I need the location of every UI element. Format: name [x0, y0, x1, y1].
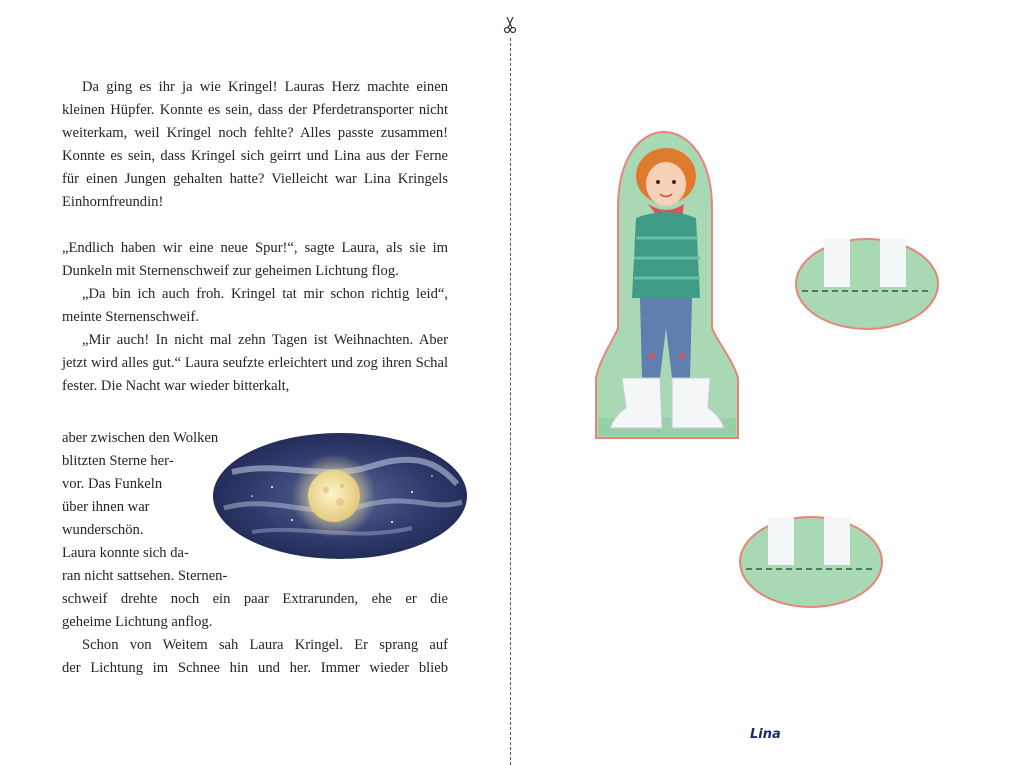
story-paragraph-1 [62, 76, 448, 214]
paragraph-text: Da ging es ihr ja wie Kringel! Lauras Herz machte einen kleinen Hüpfer. Konnte es sein, dass der Pferdetransporter nicht weiterkam, weil Kringel noch fehlte? Alles passte zusammen! Konnte es sein, dass Kringel sich geirrt und Lina aus der Ferne für einen Jungen gehalten hatte? Vielleicht war Lina Kringels Einhornfreundin! [62, 79, 448, 210]
wrap-line: blitzten Sterne her- [62, 453, 174, 469]
wrap-line: Laura konnte sich da- [62, 545, 189, 561]
standup-base-top [794, 237, 940, 331]
wrap-line: über ihnen war [62, 499, 150, 515]
lina-standup-figure [592, 128, 742, 440]
story-paragraphs-2-4 [62, 237, 448, 398]
moon-illustration [212, 432, 468, 560]
paragraph-2: „Endlich haben wir eine neue Spur!“, sagte Laura, als sie im Dunkeln mit Sternenschweif zur geheimen Lichtung flog. [62, 240, 448, 279]
wrap-line: aber zwischen den Wolken [62, 430, 219, 446]
cut-fold-line [510, 38, 511, 765]
standup-base-bottom [738, 515, 884, 609]
wrap-line: ran nicht sattsehen. Sternen- [62, 568, 228, 584]
text-line: der Lichtung im Schnee hin und her. Immer wieder blieb [62, 660, 448, 676]
wrap-line: wunderschön. [62, 522, 144, 538]
right-page [511, 0, 1020, 765]
wrap-line: vor. Das Funkeln [62, 476, 163, 492]
figure-caption: Lina [750, 727, 781, 742]
text-line: geheime Lichtung anflog. [62, 614, 213, 630]
scissors-icon [502, 16, 518, 34]
paragraph-4: „Mir auch! In nicht mal zehn Tagen ist Weihnachten. Aber jetzt wird alles gut.“ Laura seufzte erleichtert und zog ihren Schal fester. Die Nacht war wieder bitterkalt, [62, 332, 448, 394]
text-line: Schon von Weitem sah Laura Kringel. Er sprang auf [82, 637, 448, 653]
paragraph-3: „Da bin ich auch froh. Kringel tat mir schon richtig leid“, meinte Sternenschweif. [62, 286, 448, 325]
text-line: schweif drehte noch ein paar Extrarunden, ehe er die [62, 591, 448, 607]
